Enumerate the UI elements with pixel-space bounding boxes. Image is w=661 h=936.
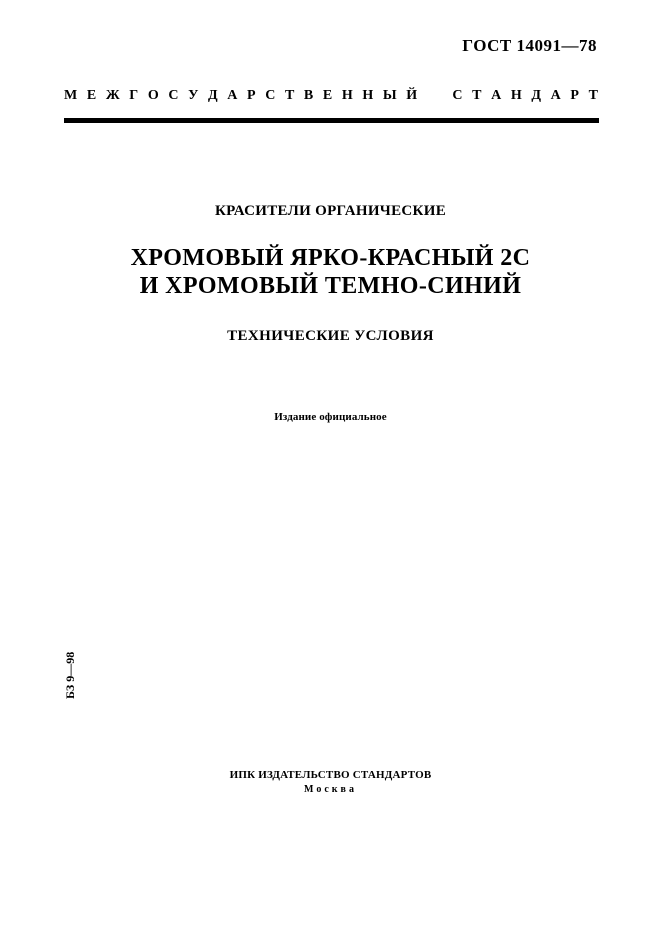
publisher-name: ИПК ИЗДАТЕЛЬСТВО СТАНДАРТОВ — [229, 769, 432, 781]
gost-number: ГОСТ 14091—78 — [462, 36, 597, 55]
series-title: КРАСИТЕЛИ ОРГАНИЧЕСКИЕ — [214, 203, 446, 219]
specification-title: ТЕХНИЧЕСКИЕ УСЛОВИЯ — [227, 328, 434, 344]
main-title-line-1: ХРОМОВЫЙ ЯРКО-КРАСНЫЙ 2С — [130, 245, 531, 271]
standard-type-heading: М Е Ж Г О С У Д А Р С Т В Е Н Н Ы Й С Т А Н Д А Р Т — [64, 88, 598, 103]
header-divider — [64, 118, 599, 123]
publisher-city: Москва — [304, 784, 357, 795]
edition-note: Издание официальное — [274, 411, 387, 423]
side-code: БЗ 9—98 — [63, 651, 77, 699]
main-title — [0, 244, 661, 300]
main-title-line-2: И ХРОМОВЫЙ ТЕМНО-СИНИЙ — [139, 273, 522, 299]
